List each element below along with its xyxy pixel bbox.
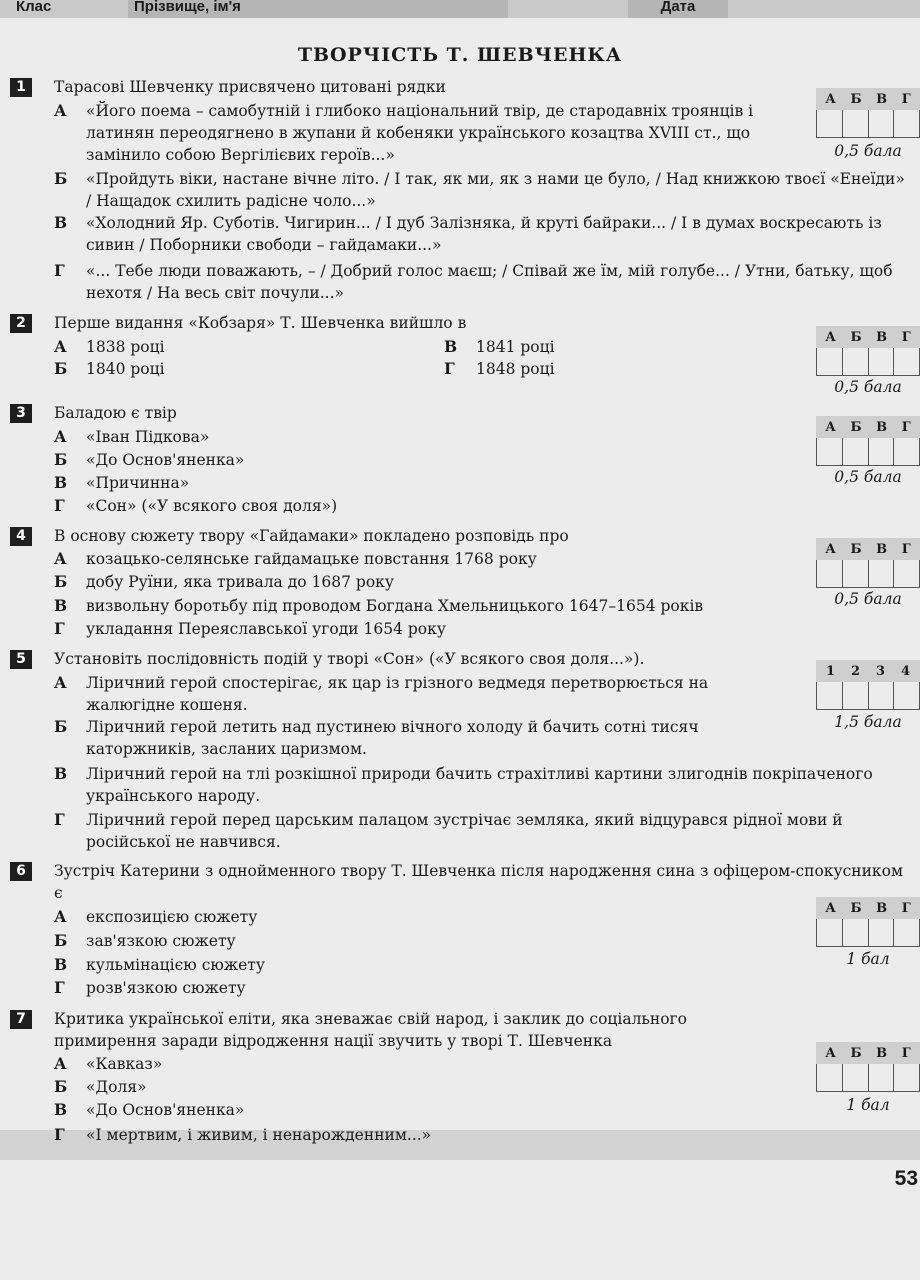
answer-col-a: А [825, 419, 836, 435]
task-3-option-d [54, 495, 654, 517]
answer-col-d: Г [901, 419, 911, 435]
option-text: «Сон» («У всякого своя доля») [86, 497, 338, 515]
option-text: експозицією сюжету [86, 908, 258, 926]
task-7-option-c [54, 1099, 754, 1121]
option-letter: Г [54, 1125, 65, 1144]
option-letter: А [54, 1054, 67, 1073]
task-number-4: 4 [10, 527, 32, 546]
task-5-score: 1,5 бала [834, 713, 902, 731]
option-text: «Доля» [86, 1078, 147, 1096]
option-text: «До Основ'яненка» [86, 451, 245, 469]
option-text: добу Руїни, яка тривала до 1687 року [86, 573, 394, 591]
task-5-question: Установіть послідовність подій у творі «Сон» («У всякого своя доля...»). [54, 650, 645, 668]
answer-col-d: Г [901, 900, 911, 916]
task-3-option-a [54, 426, 654, 448]
option-letter: А [54, 549, 67, 568]
task-3-question: Баладою є твір [54, 404, 177, 422]
option-letter: Г [54, 496, 65, 515]
answer-header-7 [816, 1042, 920, 1064]
answer-grid-3[interactable] [816, 438, 920, 466]
option-letter: В [54, 955, 68, 974]
option-text: «Його поема – самобутній і глибоко національний твір, де стародавніх троянців і латинян переодягнено в жупани й кобеняки українського козацтва XVIII ст., що замінило собою Вергілієвих героїв...» [86, 102, 754, 164]
option-text: «І мертвим, і живим, і ненарожденним...» [86, 1126, 432, 1144]
answer-col-b: Б [850, 91, 862, 107]
option-text: «Причинна» [86, 474, 190, 492]
answer-header-1 [816, 88, 920, 110]
option-text: 1838 році [86, 338, 165, 356]
answer-col-a: А [825, 1045, 836, 1061]
answer-header-2 [816, 326, 920, 348]
task-1-option-d [54, 260, 914, 304]
option-letter: Г [54, 619, 65, 638]
option-letter: Б [54, 359, 68, 378]
task-7-option-b [54, 1076, 754, 1098]
task-4-score: 0,5 бала [834, 590, 902, 608]
page-title: ТВОРЧІСТЬ Т. ШЕВЧЕНКА [297, 44, 623, 66]
task-5-option-d [54, 809, 914, 853]
task-number-1: 1 [10, 78, 32, 97]
answer-col-a: А [825, 541, 836, 557]
option-letter: А [54, 427, 67, 446]
task-4-option-c [54, 595, 814, 617]
option-text: «Кавказ» [86, 1055, 163, 1073]
answer-grid-7[interactable] [816, 1064, 920, 1092]
option-letter: Г [54, 261, 65, 280]
answer-col-b: Б [850, 541, 862, 557]
answer-col-b: Б [850, 1045, 862, 1061]
option-text: Ліричний герой перед царським палацом зустрічає земляка, який відцурався рідної мови й російської не навчився. [86, 811, 843, 851]
task-2-score: 0,5 бала [834, 378, 902, 396]
answer-col-a: А [825, 900, 836, 916]
option-text: «Іван Підкова» [86, 428, 210, 446]
task-5-option-a [54, 672, 794, 716]
task-6-score: 1 бал [846, 950, 890, 968]
answer-col-c: В [876, 419, 888, 435]
option-text: «Холодний Яр. Суботів. Чигирин... / І дуб Залізняка, й круті байраки... / І в думах воскресають із сивин / Поборники свободи – гайдамаки...» [86, 214, 882, 254]
answer-col-b: Б [850, 329, 862, 345]
option-letter: Б [54, 717, 68, 736]
task-3-option-c [54, 472, 654, 494]
task-number-7: 7 [10, 1010, 32, 1029]
task-number-2: 2 [10, 314, 32, 333]
option-letter: В [444, 337, 458, 356]
option-text: «До Основ'яненка» [86, 1101, 245, 1119]
task-2-option-d [444, 358, 744, 380]
option-text: 1840 році [86, 360, 165, 378]
option-text: кульмінацією сюжету [86, 956, 266, 974]
task-6-option-a [54, 906, 754, 928]
task-5-option-b [54, 716, 794, 760]
answer-grid-2[interactable] [816, 348, 920, 376]
task-4-question: В основу сюжету твору «Гайдамаки» покладено розповідь про [54, 527, 569, 545]
page-number: 53 [894, 1167, 918, 1190]
task-7-score: 1 бал [846, 1096, 890, 1114]
option-letter: Г [54, 978, 65, 997]
task-1-score: 0,5 бала [834, 142, 902, 160]
date-field-label: Дата [628, 0, 728, 18]
answer-col-c: В [876, 900, 888, 916]
task-number-6: 6 [10, 862, 32, 881]
task-7-option-a [54, 1053, 754, 1075]
answer-col-d: Г [901, 91, 911, 107]
answer-grid-5[interactable] [816, 682, 920, 710]
option-letter: А [54, 673, 67, 692]
answer-grid-1[interactable] [816, 110, 920, 138]
task-number-5: 5 [10, 650, 32, 669]
task-number-3: 3 [10, 404, 32, 423]
answer-header-5 [816, 660, 920, 682]
task-4-option-a [54, 548, 814, 570]
task-2-option-a [54, 336, 394, 358]
name-field-label: Прізвище, ім'я [128, 0, 508, 18]
option-letter: Б [54, 450, 68, 469]
option-text: зав'язкою сюжету [86, 932, 236, 950]
answer-col-2: 2 [850, 663, 861, 679]
option-letter: Г [444, 359, 455, 378]
answer-col-c: В [876, 541, 888, 557]
option-letter: Б [54, 1077, 68, 1096]
option-letter: А [54, 907, 67, 926]
task-7-question: Критика української еліти, яка зневажає свій народ, і заклик до соціального примирення заради відродження нації звучить у творі Т. Шевченка [54, 1010, 687, 1050]
answer-col-b: Б [850, 419, 862, 435]
option-text: 1848 році [476, 360, 555, 378]
task-6-option-c [54, 954, 754, 976]
option-text: визвольну боротьбу під проводом Богдана Хмельницького 1647–1654 років [86, 597, 704, 615]
answer-header-4 [816, 538, 920, 560]
task-3-score: 0,5 бала [834, 468, 902, 486]
option-text: розв'язкою сюжету [86, 979, 246, 997]
option-text: Ліричний герой спостерігає, як цар із грізного ведмедя перетворюється на жалюгідне кошеня. [86, 674, 709, 714]
answer-header-3 [816, 416, 920, 438]
task-3-option-b [54, 449, 654, 471]
option-letter: В [54, 473, 68, 492]
task-2-option-b [54, 358, 394, 380]
task-1-option-b [54, 168, 914, 212]
option-letter: В [54, 1100, 68, 1119]
header-bar [0, 0, 920, 18]
option-letter: Б [54, 169, 68, 188]
answer-col-a: А [825, 91, 836, 107]
answer-col-b: Б [850, 900, 862, 916]
option-text: «Пройдуть віки, настане вічне літо. / І так, як ми, як з нами це було, / Над книжкою твоєї «Енеїди» / Нащадок схилить радісне чоло...» [86, 170, 905, 210]
answer-col-a: А [825, 329, 836, 345]
option-text: «... Тебе люди поважають, – / Добрий голос маєш; / Співай же їм, мій голубе... / Утни, батьку, щоб нехотя / На весь світ почули...» [86, 262, 893, 302]
answer-grid-6[interactable] [816, 919, 920, 947]
option-text: Ліричний герой на тлі розкішної природи бачить страхітливі картини злигоднів покріпаченого українського народу. [86, 765, 873, 805]
task-5-option-c [54, 763, 914, 807]
option-letter: Г [54, 810, 65, 829]
task-6-question: Зустріч Катерини з однойменного твору Т. Шевченка після народження сина з офіцером-спокусником є [54, 862, 904, 902]
answer-col-3: 3 [875, 663, 886, 679]
answer-grid-4[interactable] [816, 560, 920, 588]
option-letter: Б [54, 931, 68, 950]
task-1-option-c [54, 212, 914, 256]
answer-col-c: В [876, 91, 888, 107]
answer-col-4: 4 [900, 663, 911, 679]
answer-col-1: 1 [825, 663, 836, 679]
task-1-question: Тарасові Шевченку присвячено цитовані рядки [54, 78, 446, 96]
task-6-option-d [54, 977, 754, 999]
task-1-option-a [54, 100, 754, 166]
task-2-question: Перше видання «Кобзаря» Т. Шевченка вийшло в [54, 314, 467, 332]
answer-col-d: Г [901, 1045, 911, 1061]
option-letter: Б [54, 572, 68, 591]
option-letter: А [54, 101, 67, 120]
option-letter: А [54, 337, 67, 356]
option-text: козацько-селянське гайдамацьке повстання 1768 року [86, 550, 537, 568]
answer-col-c: В [876, 1045, 888, 1061]
task-6-option-b [54, 930, 754, 952]
option-letter: В [54, 764, 68, 783]
answer-col-c: В [876, 329, 888, 345]
option-text: 1841 році [476, 338, 555, 356]
option-text: укладання Переяславської угоди 1654 року [86, 620, 446, 638]
task-2-option-c [444, 336, 744, 358]
task-7-option-d [54, 1124, 754, 1146]
option-text: Ліричний герой летить над пустинею вічного холоду й бачить сотні тисяч каторжників, засланих царизмом. [86, 718, 699, 758]
answer-header-6 [816, 897, 920, 919]
option-letter: В [54, 213, 68, 232]
class-field-label: Клас [16, 0, 52, 15]
option-letter: В [54, 596, 68, 615]
answer-col-d: Г [901, 329, 911, 345]
task-4-option-b [54, 571, 814, 593]
answer-col-d: Г [901, 541, 911, 557]
task-4-option-d [54, 618, 814, 640]
